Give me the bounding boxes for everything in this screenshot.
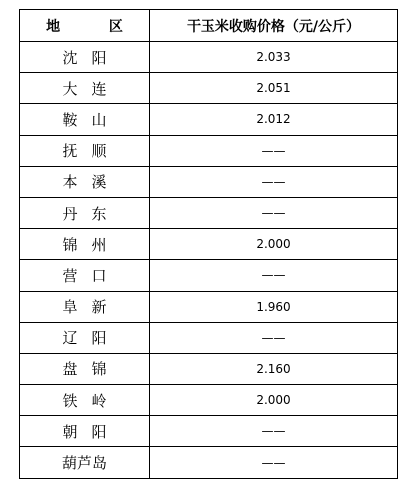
price-cell: ——	[150, 166, 398, 197]
price-cell: ——	[150, 260, 398, 291]
price-cell: ——	[150, 416, 398, 447]
region-cell: 丹东	[20, 197, 150, 228]
price-cell: 2.000	[150, 229, 398, 260]
region-cell: 阜新	[20, 291, 150, 322]
table-row	[20, 416, 398, 447]
region-cell: 沈阳	[20, 42, 150, 73]
table-row	[20, 291, 398, 322]
region-cell: 营口	[20, 260, 150, 291]
region-cell: 锦州	[20, 229, 150, 260]
region-cell: 铁岭	[20, 385, 150, 416]
price-cell: ——	[150, 322, 398, 353]
table-row	[20, 385, 398, 416]
price-cell: ——	[150, 447, 398, 478]
price-cell: 2.012	[150, 104, 398, 135]
table-row	[20, 104, 398, 135]
region-cell: 盘锦	[20, 353, 150, 384]
price-cell: 2.000	[150, 385, 398, 416]
table-row	[20, 447, 398, 478]
price-cell: 2.051	[150, 73, 398, 104]
table-row	[20, 229, 398, 260]
price-cell: ——	[150, 135, 398, 166]
region-cell: 抚顺	[20, 135, 150, 166]
price-cell: 2.160	[150, 353, 398, 384]
table-row	[20, 322, 398, 353]
price-cell: 1.960	[150, 291, 398, 322]
table-row	[20, 260, 398, 291]
table-header-row	[20, 10, 398, 42]
corn-price-table	[19, 9, 398, 479]
region-cell: 大连	[20, 73, 150, 104]
table-row	[20, 197, 398, 228]
table-row	[20, 166, 398, 197]
price-table-container	[19, 9, 397, 479]
region-cell: 辽阳	[20, 322, 150, 353]
region-cell: 葫芦岛	[20, 447, 150, 478]
table-row	[20, 353, 398, 384]
table-row	[20, 73, 398, 104]
price-cell: 2.033	[150, 42, 398, 73]
table-row	[20, 42, 398, 73]
region-cell: 本溪	[20, 166, 150, 197]
table-row	[20, 135, 398, 166]
region-column-header: 地 区	[20, 10, 150, 42]
price-column-header: 干玉米收购价格（元/公斤）	[150, 10, 398, 42]
price-cell: ——	[150, 197, 398, 228]
region-cell: 鞍山	[20, 104, 150, 135]
region-cell: 朝阳	[20, 416, 150, 447]
